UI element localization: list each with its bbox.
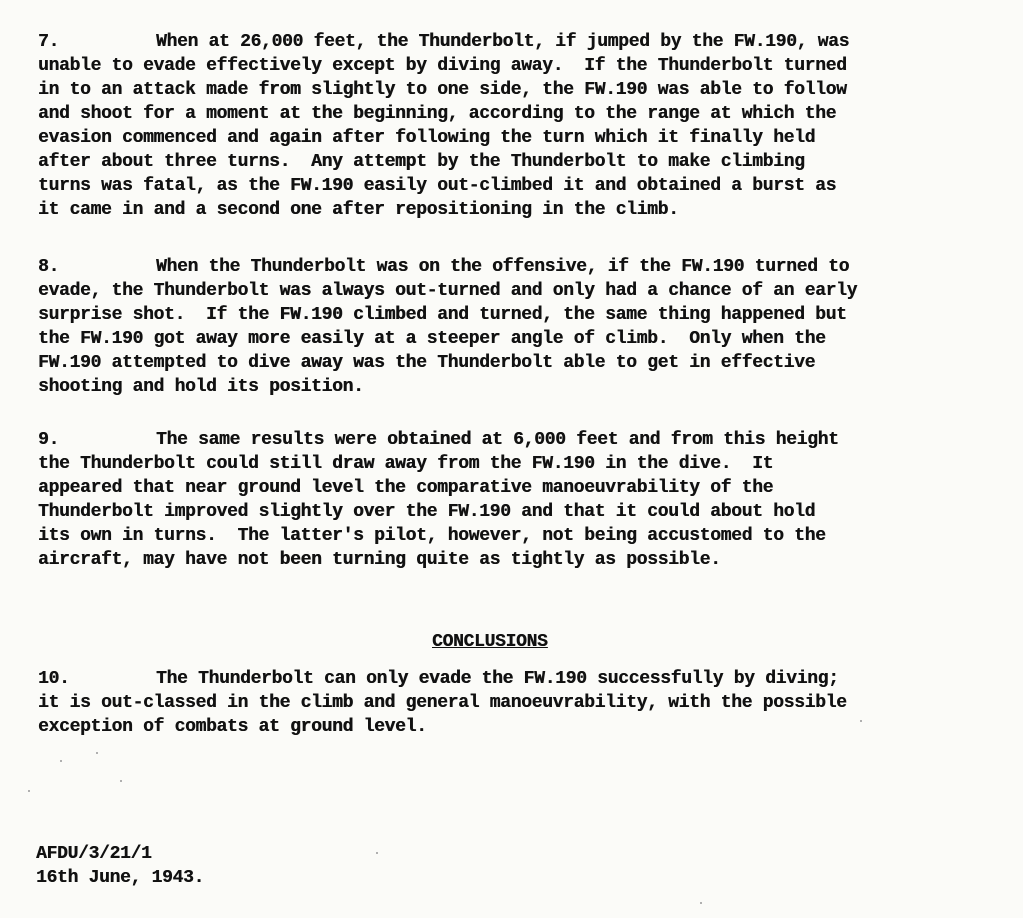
conclusions-heading: CONCLUSIONS [432, 632, 548, 652]
paragraph-10-line-1-text: The Thunderbolt can only evade the FW.190 successfully by diving; [156, 669, 839, 689]
paragraph-8-line-1 [38, 255, 1006, 279]
paragraph-7-line-4: and shoot for a moment at the beginning, according to the range at which the [38, 104, 837, 124]
paragraph-8 [38, 255, 1006, 399]
paragraph-8-line-6: shooting and hold its position. [38, 377, 364, 397]
paragraph-9-number: 9. [38, 430, 60, 450]
scan-speck [60, 760, 62, 762]
paragraph-7-line-6: after about three turns. Any attempt by the Thunderbolt to make climbing [38, 152, 805, 172]
document-date: 16th June, 1943. [36, 868, 205, 888]
paragraph-8-line-2: evade, the Thunderbolt was always out-turned and only had a chance of an early [38, 281, 858, 301]
paragraph-7-line-2: unable to evade effectively except by diving away. If the Thunderbolt turned [38, 56, 847, 76]
paragraph-9-line-2: the Thunderbolt could still draw away from the FW.190 in the dive. It [38, 454, 774, 474]
document-footer [36, 842, 204, 890]
scan-speck [860, 720, 862, 722]
paragraph-9-line-6: aircraft, may have not been turning quite as tightly as possible. [38, 550, 721, 570]
paragraph-7-line-8: it came in and a second one after repositioning in the climb. [38, 200, 679, 220]
paragraph-7-line-1-text: When at 26,000 feet, the Thunderbolt, if jumped by the FW.190, was [156, 32, 850, 52]
scan-speck [28, 790, 30, 792]
paragraph-10 [38, 667, 1006, 739]
paragraph-7 [38, 30, 1006, 222]
paragraph-9-line-1 [38, 428, 1006, 452]
paragraph-9-line-4: Thunderbolt improved slightly over the FW.190 and that it could about hold [38, 502, 816, 522]
scan-speck [120, 780, 122, 782]
paragraph-10-line-3: exception of combats at ground level. [38, 717, 427, 737]
reference-number: AFDU/3/21/1 [36, 844, 152, 864]
paragraph-7-line-7: turns was fatal, as the FW.190 easily out-climbed it and obtained a burst as [38, 176, 837, 196]
paragraph-10-line-2: it is out-classed in the climb and general manoeuvrability, with the possible [38, 693, 847, 713]
scan-speck [96, 752, 98, 754]
paragraph-8-line-4: the FW.190 got away more easily at a steeper angle of climb. Only when the [38, 329, 826, 349]
paragraph-7-line-1 [38, 30, 1006, 54]
paragraph-9-line-5: its own in turns. The latter's pilot, however, not being accustomed to the [38, 526, 826, 546]
paragraph-7-number: 7. [38, 32, 60, 52]
paragraph-9-line-1-text: The same results were obtained at 6,000 feet and from this height [156, 430, 839, 450]
paragraph-8-number: 8. [38, 257, 60, 277]
paragraph-8-line-3: surprise shot. If the FW.190 climbed and turned, the same thing happened but [38, 305, 847, 325]
scan-speck [700, 902, 702, 904]
paragraph-8-line-1-text: When the Thunderbolt was on the offensive, if the FW.190 turned to [156, 257, 850, 277]
paragraph-8-line-5: FW.190 attempted to dive away was the Thunderbolt able to get in effective [38, 353, 816, 373]
paragraph-9-line-3: appeared that near ground level the comparative manoeuvrability of the [38, 478, 774, 498]
paragraph-9 [38, 428, 1006, 572]
paragraph-7-line-5: evasion commenced and again after following the turn which it finally held [38, 128, 816, 148]
paragraph-10-line-1 [38, 667, 1006, 691]
paragraph-10-number: 10. [38, 669, 70, 689]
scan-speck [376, 852, 378, 854]
paragraph-7-line-3: in to an attack made from slightly to one side, the FW.190 was able to follow [38, 80, 847, 100]
